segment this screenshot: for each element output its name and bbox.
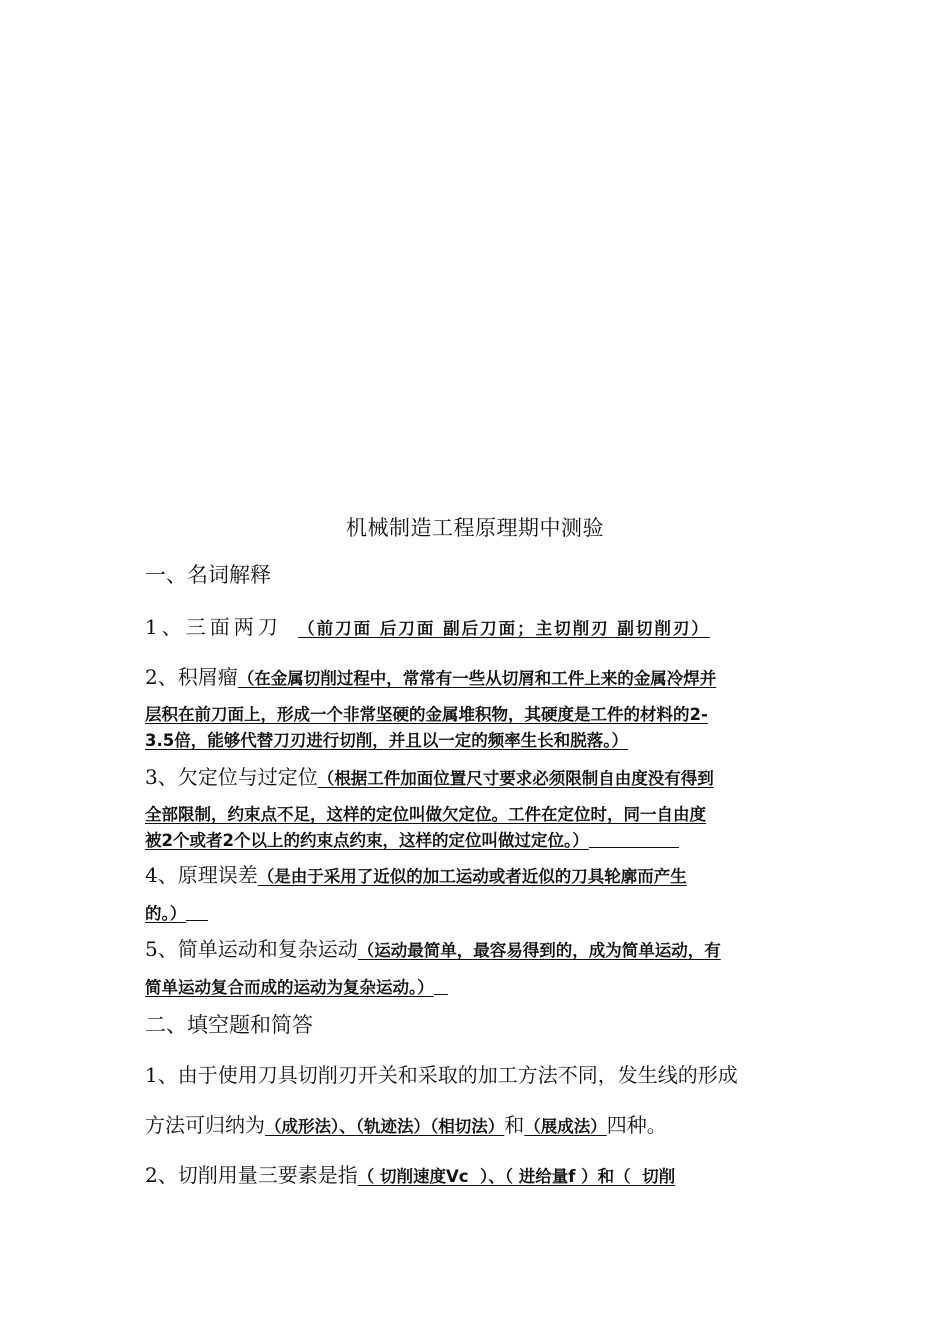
q1-4-line2	[145, 897, 810, 929]
q2-2-answer: （ 切削速度Vc ）、（ 进给量f ）和（ 切削	[357, 1167, 676, 1186]
q1-5-line1	[145, 934, 810, 966]
q1-3-line1	[145, 762, 810, 794]
q1-2-line1	[145, 662, 810, 694]
q1-5-label: 5、简单运动和复杂运动	[145, 937, 358, 961]
q1-4-answer-2: 的。）	[145, 904, 187, 923]
q1-1-label: 1、三面两刀	[145, 615, 282, 639]
q1-4-label: 4、原理误差	[145, 863, 258, 887]
q2-2-line1	[145, 1160, 810, 1192]
q1-2-answer-2: 层积在前刀面上，形成一个非常坚硬的金属堆积物，其硬度是工件的材料的2-	[145, 705, 708, 724]
q1-1	[145, 612, 810, 644]
q1-2-label: 2、积屑瘤	[145, 665, 238, 689]
q1-5-line2	[145, 971, 810, 1003]
q1-3-label: 3、欠定位与过定位	[145, 765, 318, 789]
q1-3-blank	[589, 829, 679, 848]
q1-2-answer-1: （在金属切削过程中，常常有一些从切屑和工件上来的金属冷焊并	[237, 669, 717, 688]
q2-1-sep-2: 和	[504, 1113, 525, 1137]
q1-5-blank	[434, 976, 448, 995]
q1-1-answer: （前刀面 后刀面 副后刀面；主切削刃 副切削刃）	[298, 619, 710, 638]
q1-3-answer-2: 全部限制，约束点不足，这样的定位叫做欠定位。工件在定位时，同一自由度	[145, 805, 706, 824]
section-1-heading: 一、名词解释	[145, 563, 271, 587]
q2-1-answer-3: （展成法）	[524, 1117, 607, 1136]
q1-3-answer-1: （根据工件加面位置尺寸要求必须限制自由度没有得到	[317, 769, 714, 788]
q2-1-line2	[145, 1110, 810, 1142]
q1-4-line1	[145, 860, 810, 892]
q1-5-answer-2: 简单运动复合而成的运动为复杂运动。）	[145, 978, 434, 997]
q1-3-line3	[145, 824, 810, 856]
q1-4-blank	[186, 902, 208, 921]
q1-5-answer-1: （运动最简单，最容易得到的，成为简单运动，有	[357, 941, 721, 960]
document-title: 机械制造工程原理期中测验	[346, 516, 604, 540]
q2-1-answer-1: （成形法）	[265, 1117, 340, 1136]
q1-2-answer-3: 3.5倍，能够代替刀刃进行切削，并且以一定的频率生长和脱落。）	[145, 731, 628, 750]
q1-2-line3	[145, 724, 810, 756]
q1-3-answer-3: 被2个或者2个以上的约束点约束，这样的定位叫做过定位。）	[145, 831, 589, 850]
q2-2-prefix: 2、切削用量三要素是指	[145, 1163, 358, 1187]
q2-1-prefix: 方法可归纳为	[145, 1113, 265, 1137]
q2-1-suffix: 四种。	[606, 1113, 667, 1137]
q2-1-line1	[145, 1060, 810, 1090]
q2-1-sep-1: 、	[339, 1117, 356, 1136]
q2-1-text: 1、由于使用刀具切削刃开关和采取的加工方法不同，发生线的形成	[145, 1063, 738, 1087]
q2-1-answer-2: （轨迹法）（相切法）	[355, 1117, 505, 1136]
section-2-heading: 二、填空题和简答	[145, 1013, 313, 1037]
q1-4-answer-1: （是由于采用了近似的加工运动或者近似的刀具轮廓而产生	[257, 867, 687, 886]
